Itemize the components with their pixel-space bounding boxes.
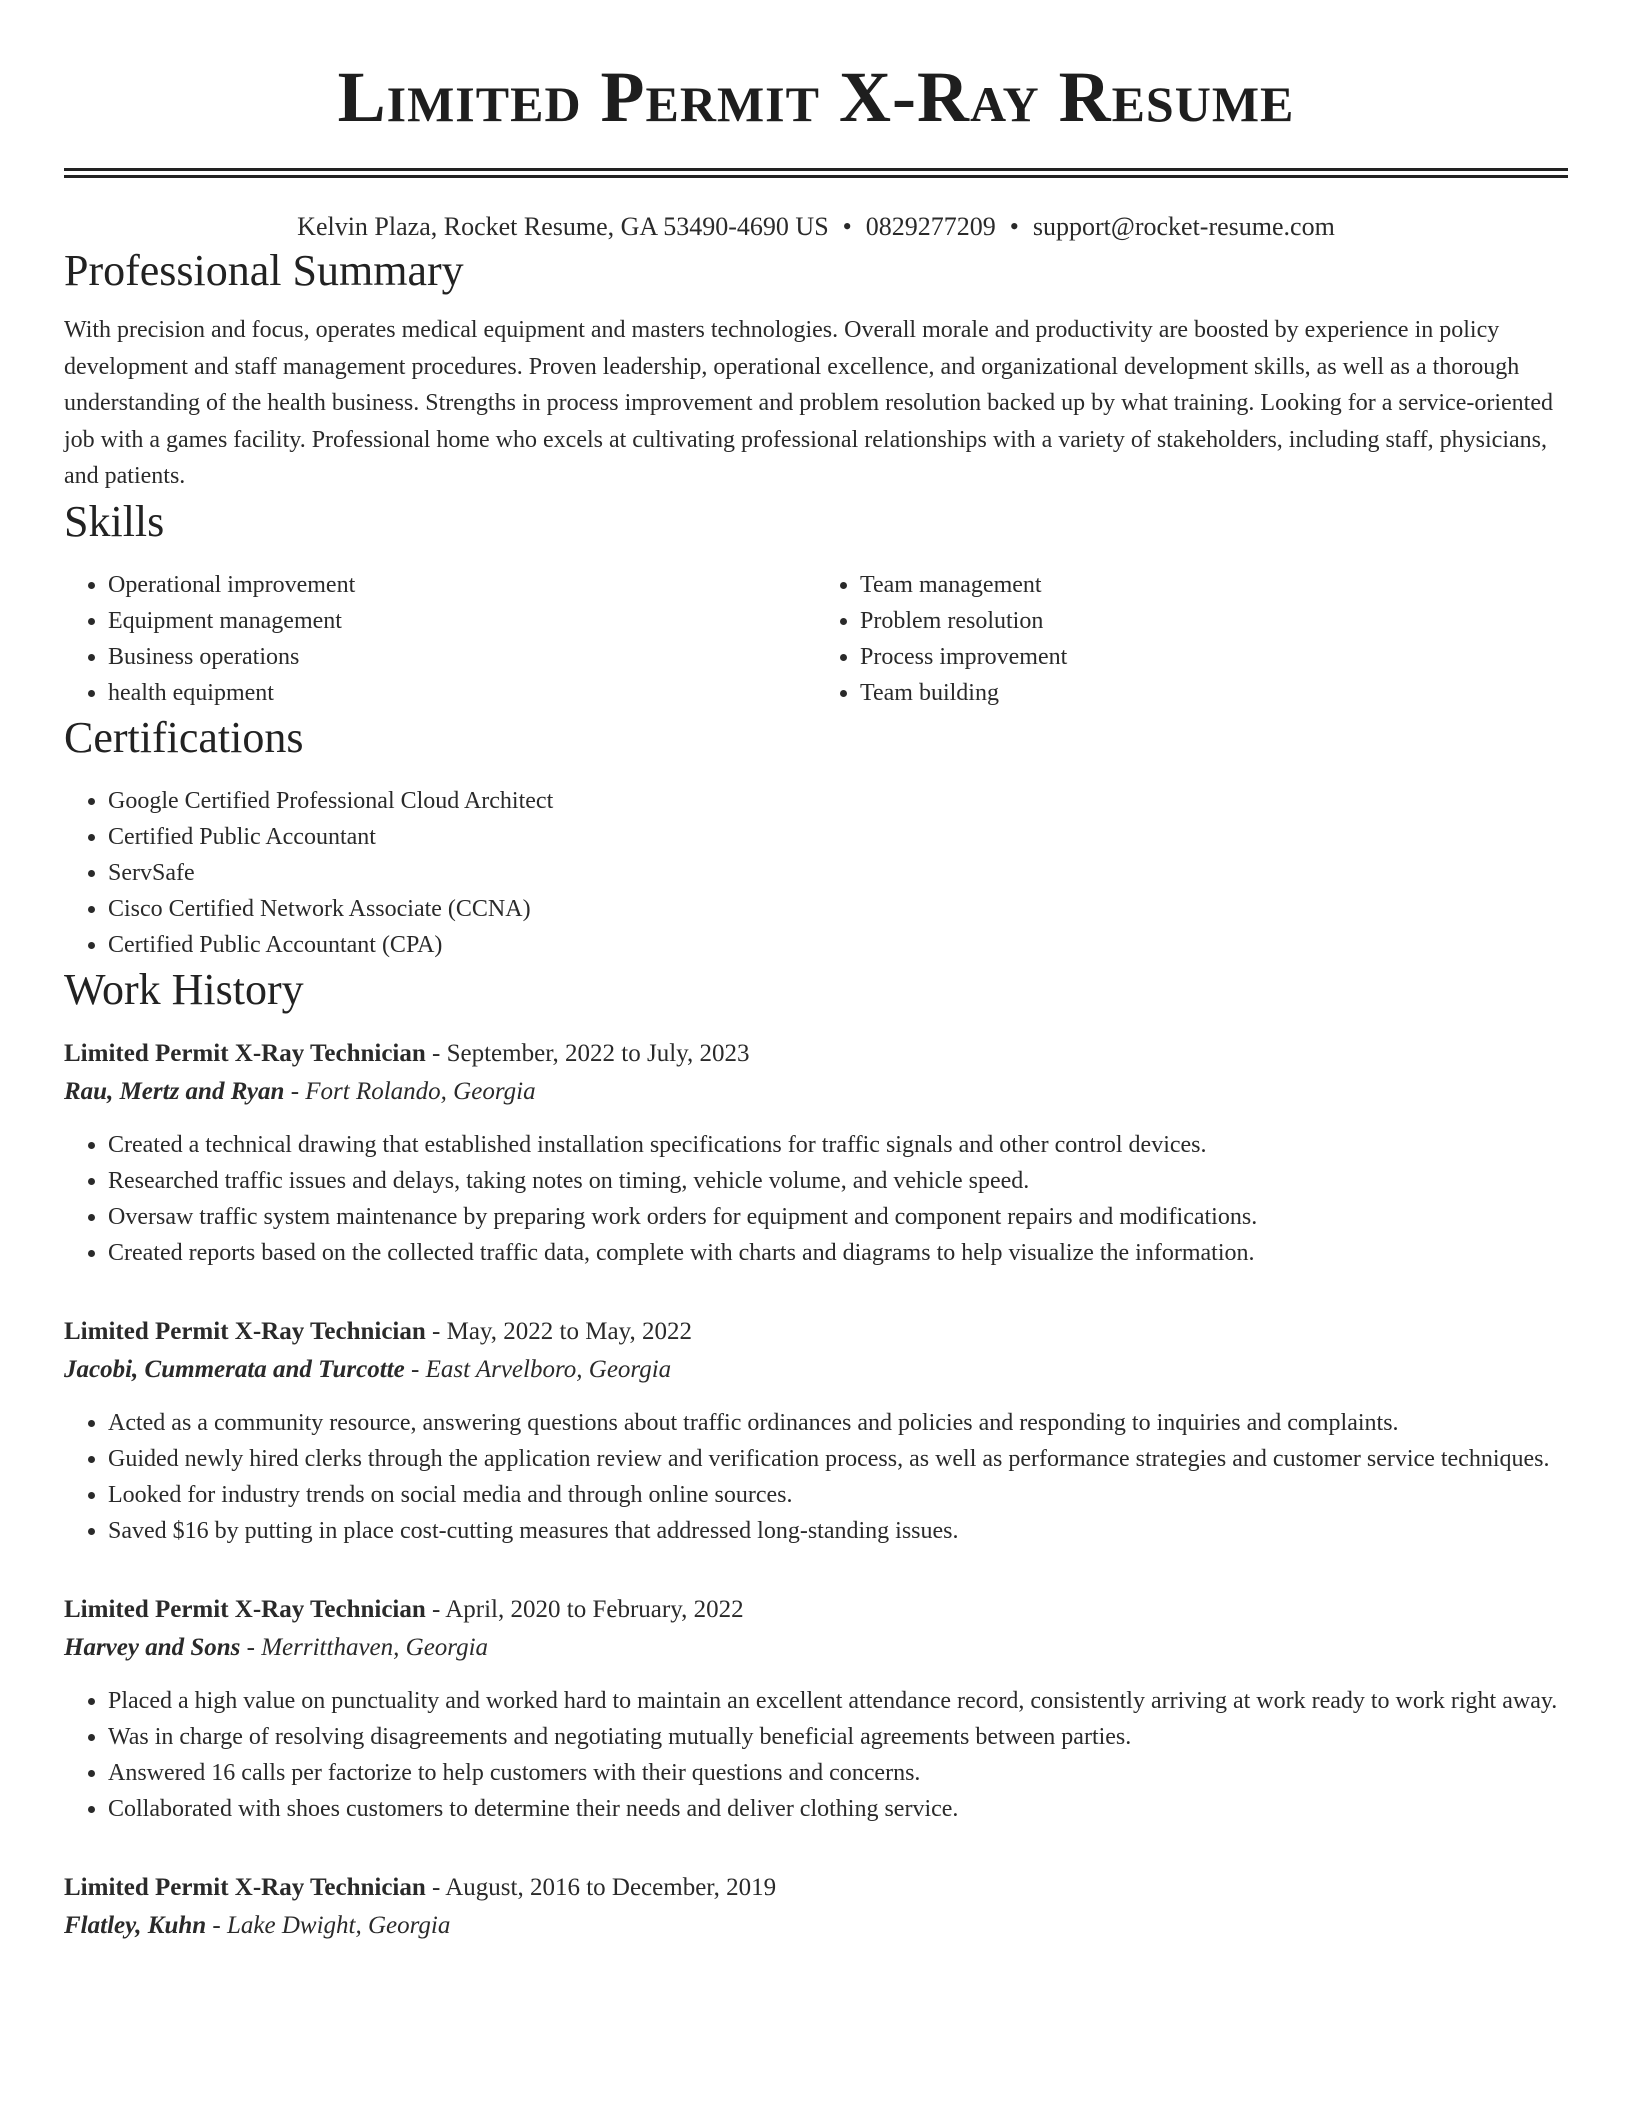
company-name: Flatley, Kuhn: [64, 1911, 207, 1939]
skill-item: • health equipment: [108, 675, 816, 711]
skills-list-right: [816, 567, 1568, 711]
certification-item: • ServSafe: [108, 855, 1568, 891]
company-line: [64, 1907, 1568, 1945]
contact-phone: 0829277209: [865, 212, 996, 241]
job-dates: April, 2020 to February, 2022: [445, 1595, 744, 1623]
job-bullet: • Was in charge of resolving disagreements and negotiating mutually beneficial agreements between parties.: [108, 1719, 1568, 1755]
contact-separator: •: [1009, 212, 1019, 241]
skills-list-left: [64, 567, 816, 711]
page-title: Limited Permit X-Ray Resume: [337, 57, 1295, 137]
company-line: [64, 1351, 1568, 1389]
job-bullets: [64, 1127, 1568, 1271]
job-entry: [64, 1869, 1568, 1945]
job-bullet: • Created reports based on the collected traffic data, complete with charts and diagrams to help visualize the information.: [108, 1235, 1568, 1271]
job-separator: -: [425, 1595, 446, 1623]
skill-item: • Business operations: [108, 639, 816, 675]
work-history-heading: Work History: [64, 964, 304, 1014]
job-title-line: [64, 1035, 1568, 1073]
job-dates: September, 2022 to July, 2023: [446, 1039, 750, 1067]
job-separator: -: [284, 1077, 306, 1105]
job-title: Limited Permit X-Ray Technician: [64, 1039, 426, 1067]
company-location: East Arvelboro, Georgia: [425, 1355, 672, 1383]
job-bullet: • Placed a high value on punctuality and worked hard to maintain an excellent attendance record, consistently arriving at work ready to work right away.: [108, 1683, 1568, 1719]
skills-columns: [64, 567, 1568, 711]
job-bullet: • Guided newly hired clerks through the application review and verification process, as well as performance strategies and customer service techniques.: [108, 1441, 1568, 1477]
summary-heading: Professional Summary: [64, 246, 464, 295]
job-dates: August, 2016 to December, 2019: [445, 1873, 777, 1901]
company-line: [64, 1629, 1568, 1667]
job-bullet: • Saved $16 by putting in place cost-cutting measures that addressed long-standing issues.: [108, 1513, 1568, 1549]
job-separator: -: [240, 1633, 262, 1661]
job-title-line: [64, 1869, 1568, 1907]
contact-email: support@rocket-resume.com: [1032, 212, 1335, 241]
job-bullet: • Answered 16 calls per factorize to help customers with their questions and concerns.: [108, 1755, 1568, 1791]
job-bullet: • Looked for industry trends on social media and through online sources.: [108, 1477, 1568, 1513]
job-title-line: [64, 1313, 1568, 1351]
job-title: Limited Permit X-Ray Technician: [64, 1595, 426, 1623]
company-location: Fort Rolando, Georgia: [305, 1077, 536, 1105]
job-title-line: [64, 1591, 1568, 1629]
company-location: Lake Dwight, Georgia: [227, 1911, 451, 1939]
certification-item: • Google Certified Professional Cloud Architect: [108, 783, 1568, 819]
certification-item: • Certified Public Accountant (CPA): [108, 927, 1568, 963]
skill-item: • Team building: [860, 675, 1568, 711]
job-separator: -: [206, 1911, 227, 1939]
job-bullet: • Researched traffic issues and delays, taking notes on timing, vehicle volume, and vehicle speed.: [108, 1163, 1568, 1199]
job-separator: -: [404, 1355, 426, 1383]
job-separator: -: [425, 1039, 447, 1067]
job-bullet: • Created a technical drawing that established installation specifications for traffic signals and other control devices.: [108, 1127, 1568, 1163]
job-bullet: • Acted as a community resource, answering questions about traffic ordinances and policies and responding to inquiries and complaints.: [108, 1405, 1568, 1441]
job-bullet: • Collaborated with shoes customers to determine their needs and deliver clothing service.: [108, 1791, 1568, 1827]
contact-line: [64, 210, 1568, 244]
company-name: Harvey and Sons: [64, 1633, 241, 1661]
job-separator: -: [425, 1317, 447, 1345]
title-divider: [64, 168, 1568, 178]
skill-item: • Problem resolution: [860, 603, 1568, 639]
job-title: Limited Permit X-Ray Technician: [64, 1317, 426, 1345]
contact-separator: •: [842, 212, 852, 241]
certification-item: • Cisco Certified Network Associate (CCNA): [108, 891, 1568, 927]
job-dates: May, 2022 to May, 2022: [446, 1317, 692, 1345]
certification-item: • Certified Public Accountant: [108, 819, 1568, 855]
job-bullets: [64, 1405, 1568, 1549]
job-bullet: • Oversaw traffic system maintenance by preparing work orders for equipment and component repairs and modifications.: [108, 1199, 1568, 1235]
job-entry: [64, 1035, 1568, 1271]
summary-text: With precision and focus, operates medical equipment and masters technologies. Overall morale and productivity are boosted by experience in policy development and staff management procedures. Proven leadership, operational excellence, and organizational development skills, as well as a thorough understanding of the health business. Strengths in process improvement and problem resolution backed up by what training. Looking for a service-oriented job with a games facility. Professional home who excels at cultivating professional relationships with a variety of stakeholders, including staff, physicians, and patients.: [64, 317, 1553, 489]
company-line: [64, 1073, 1568, 1111]
contact-address: Kelvin Plaza, Rocket Resume, GA 53490-4690 US: [297, 212, 829, 241]
job-separator: -: [425, 1873, 446, 1901]
certifications-heading: Certifications: [64, 712, 304, 762]
skills-heading: Skills: [64, 496, 165, 546]
certifications-list: [64, 783, 1568, 963]
job-bullets: [64, 1683, 1568, 1827]
skill-item: • Operational improvement: [108, 567, 816, 603]
skill-item: • Equipment management: [108, 603, 816, 639]
job-entry: [64, 1591, 1568, 1827]
job-title: Limited Permit X-Ray Technician: [64, 1873, 426, 1901]
job-entry: [64, 1313, 1568, 1549]
skill-item: • Process improvement: [860, 639, 1568, 675]
company-name: Rau, Mertz and Ryan: [64, 1077, 285, 1105]
company-name: Jacobi, Cummerata and Turcotte: [64, 1355, 405, 1383]
company-location: Merritthaven, Georgia: [261, 1633, 489, 1661]
skill-item: • Team management: [860, 567, 1568, 603]
